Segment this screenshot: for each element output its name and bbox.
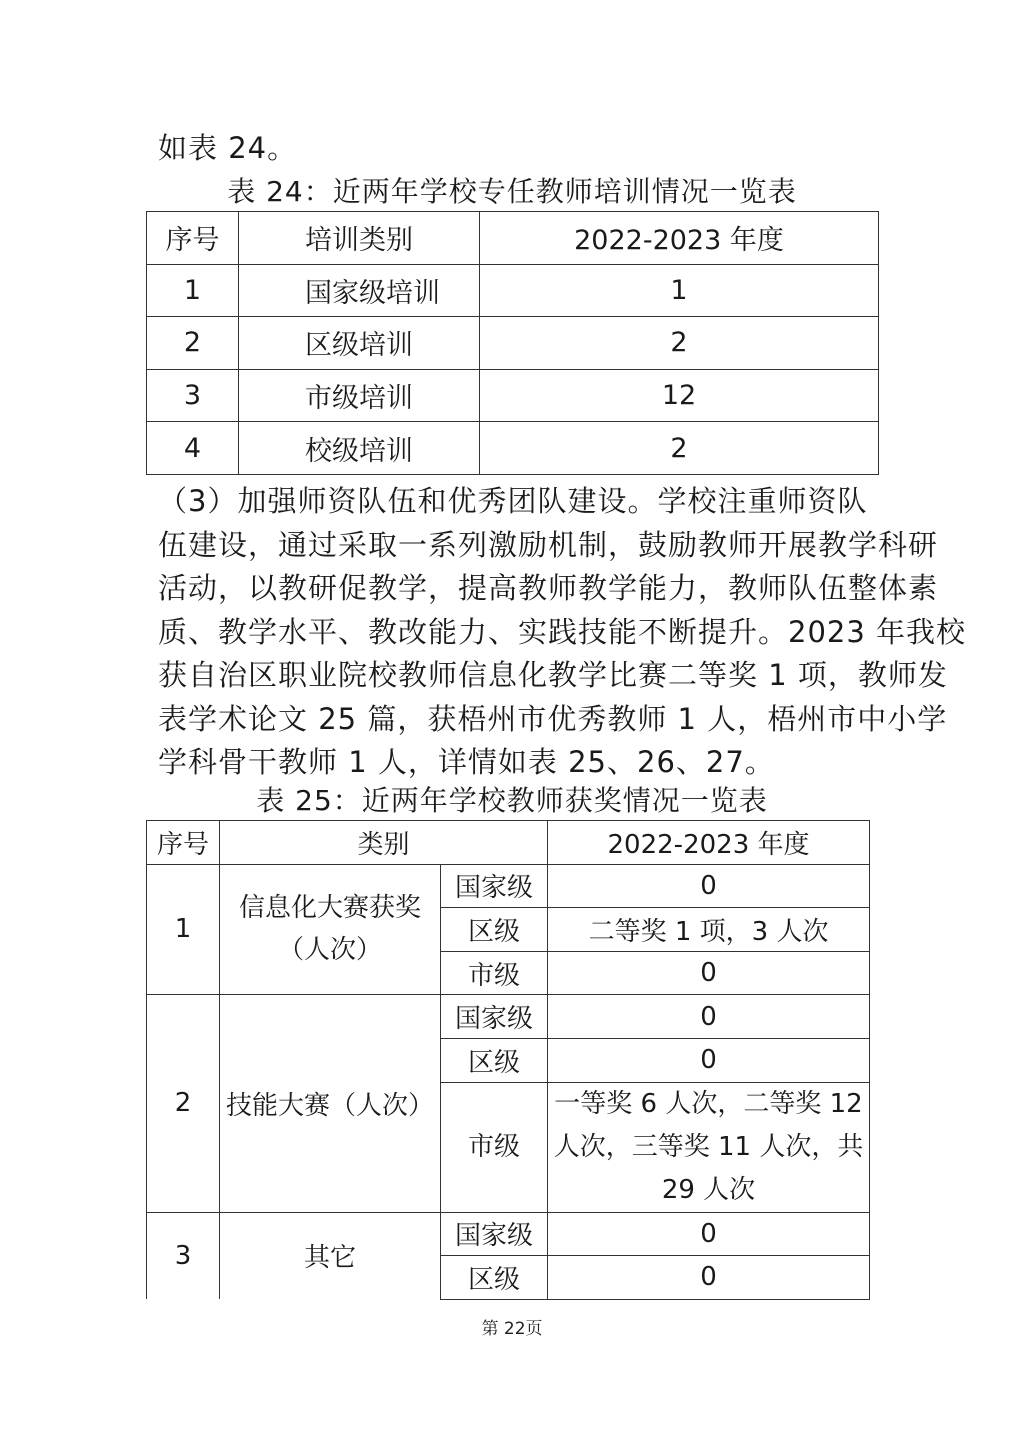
cell-value: 0 xyxy=(548,1256,870,1300)
header-no: 序号 xyxy=(147,212,239,265)
cell-value: 1 xyxy=(480,264,879,317)
value-line: 29 人次 xyxy=(661,1174,756,1205)
cell-category: 市级培训 xyxy=(239,369,480,422)
table-row xyxy=(147,264,879,317)
cell-value: 2 xyxy=(480,317,879,370)
value-line: 一等奖 6 人次，二等奖 12 xyxy=(554,1088,863,1119)
header-year: 2022-2023 年度 xyxy=(548,821,870,865)
header-year: 2022-2023 年度 xyxy=(480,212,879,265)
cell-level: 市级 xyxy=(441,1082,548,1212)
table-header-row xyxy=(147,212,879,265)
table25-caption: 表 25：近两年学校教师获奖情况一览表 xyxy=(256,784,768,817)
paragraph-line: 表学术论文 25 篇，获梧州市优秀教师 1 人，梧州市中小学 xyxy=(158,702,948,736)
cell-category: 国家级培训 xyxy=(239,264,480,317)
cell-category: 校级培训 xyxy=(239,422,480,475)
cell-value: 0 xyxy=(548,951,870,995)
page-number: 第 22页 xyxy=(481,1319,543,1339)
cell-category: 技能大赛（人次） xyxy=(220,995,441,1212)
value-line: 人次，三等奖 11 人次，共 xyxy=(553,1131,864,1162)
cell-level: 市级 xyxy=(441,951,548,995)
cell-level: 国家级 xyxy=(441,1212,548,1256)
header-category: 类别 xyxy=(220,821,548,865)
paragraph-line: （3）加强师资队伍和优秀团队建设。学校注重师资队 xyxy=(158,484,868,518)
header-no: 序号 xyxy=(147,821,220,865)
cell-no: 2 xyxy=(147,995,220,1212)
cell-category: 其它 xyxy=(220,1212,441,1299)
table-row xyxy=(147,864,870,908)
category-line: （人次） xyxy=(277,935,382,966)
cell-no: 3 xyxy=(147,1212,220,1299)
cell-category: 区级培训 xyxy=(239,317,480,370)
paragraph-line: 质、教学水平、教改能力、实践技能不断提升。2023 年我校 xyxy=(158,615,967,649)
header-category: 培训类别 xyxy=(239,212,480,265)
cell-no: 3 xyxy=(147,369,239,422)
table-row xyxy=(147,995,870,1039)
table-header-row xyxy=(147,821,870,865)
paragraph-line: 伍建设，通过采取一系列激励机制，鼓励教师开展教学科研 xyxy=(158,528,939,562)
table24 xyxy=(146,211,879,475)
cell-value: 2 xyxy=(480,422,879,475)
cell-level: 区级 xyxy=(441,908,548,952)
cell-value: 0 xyxy=(548,1212,870,1256)
cell-level: 区级 xyxy=(441,1256,548,1300)
cell-value: 12 xyxy=(480,369,879,422)
paragraph-line: 活动，以教研促教学，提高教师教学能力，教师队伍整体素 xyxy=(158,571,939,605)
table25 xyxy=(146,820,870,1300)
cell-category xyxy=(220,864,441,995)
cell-no: 1 xyxy=(147,864,220,995)
cell-value: 0 xyxy=(548,1038,870,1082)
table-row xyxy=(147,369,879,422)
cell-value: 0 xyxy=(548,995,870,1039)
paragraph-line: 获自治区职业院校教师信息化教学比赛二等奖 1 项，教师发 xyxy=(158,658,948,692)
category-line: 信息化大赛获奖 xyxy=(238,893,421,924)
cell-value xyxy=(548,1082,870,1212)
table-row xyxy=(147,317,879,370)
cell-level: 国家级 xyxy=(441,864,548,908)
cell-value: 0 xyxy=(548,864,870,908)
paragraph-line: 学科骨干教师 1 人，详情如表 25、26、27。 xyxy=(158,745,775,779)
cell-level: 区级 xyxy=(441,1038,548,1082)
cell-no: 2 xyxy=(147,317,239,370)
cell-no: 4 xyxy=(147,422,239,475)
cell-level: 国家级 xyxy=(441,995,548,1039)
intro-line: 如表 24。 xyxy=(158,131,298,165)
table24-caption: 表 24：近两年学校专任教师培训情况一览表 xyxy=(227,175,797,208)
table-row xyxy=(147,422,879,475)
table-row xyxy=(147,1212,870,1256)
cell-no: 1 xyxy=(147,264,239,317)
cell-value: 二等奖 1 项，3 人次 xyxy=(548,908,870,952)
